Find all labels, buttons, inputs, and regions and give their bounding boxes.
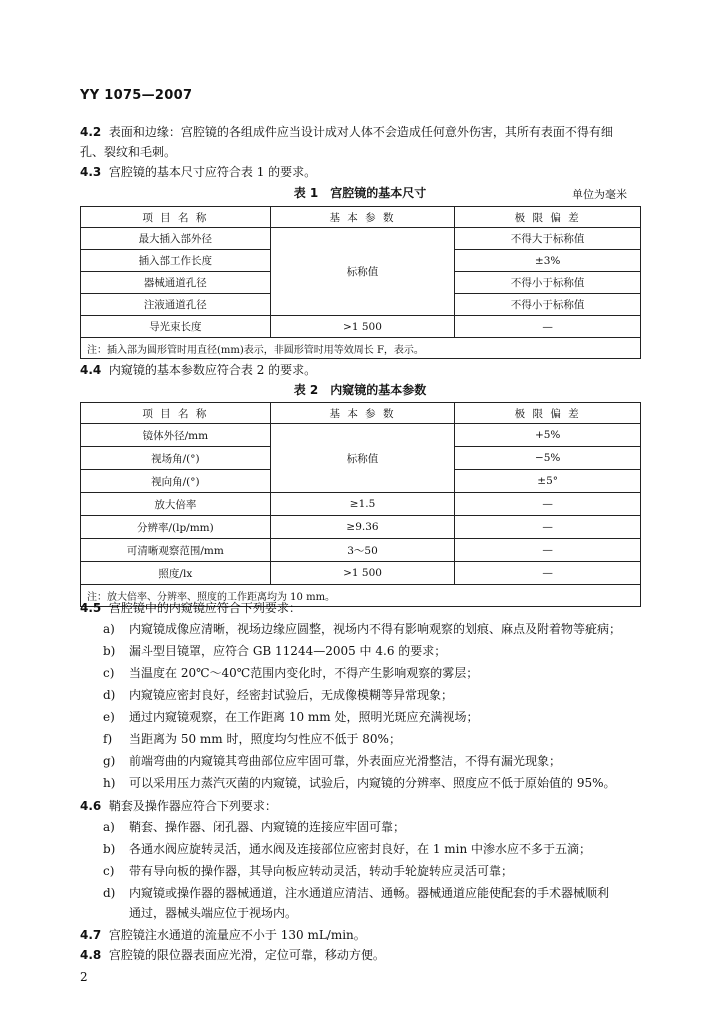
dev-cell: ±3% (455, 250, 641, 272)
dev-cell: — (455, 539, 641, 562)
clause-4-2-cont: 孔、裂纹和毛刺。 (80, 145, 177, 159)
clause-number: 4.3 (80, 165, 102, 179)
item-cell: 分辨率/(lp/mm) (81, 516, 271, 539)
list-label: c) (103, 666, 115, 680)
clause-4-8 (80, 946, 385, 964)
dev-cell: +5% (455, 424, 641, 447)
header-cell: 项 目 名 称 (81, 403, 271, 424)
table-row (81, 539, 641, 562)
dev-cell: — (455, 316, 641, 338)
item-cell: 视场角/(°) (81, 447, 271, 470)
list-text: 内窥镜成像应清晰，视场边缘应圆整，视场内不得有影响观察的划痕、麻点及附着物等疵病； (129, 622, 622, 636)
clause-text: 宫腔镜中的内窥镜应符合下列要求： (108, 601, 301, 615)
item-cell: 镜体外径/mm (81, 424, 271, 447)
table-row (81, 316, 641, 338)
param-merged-cell: 标称值 (270, 424, 455, 493)
clause-text: 宫腔镜的限位器表面应光滑，定位可靠，移动方便。 (108, 948, 385, 962)
param-cell: ≥1.5 (270, 493, 455, 516)
item-cell: 最大插入部外径 (81, 228, 271, 250)
table-note: 注：放大倍率、分辨率、照度的工作距离均为 10 mm。 (81, 585, 641, 607)
header-cell: 极 限 偏 差 (455, 403, 641, 424)
dev-cell: — (455, 493, 641, 516)
list-text: 前端弯曲的内窥镜其弯曲部位应牢固可靠，外表面应光滑整洁，不得有漏光现象； (129, 754, 562, 768)
list-text: 带有导向板的操作器，其导向板应转动灵活，转动手轮旋转应灵活可靠； (129, 864, 514, 878)
table-note: 注：插入部为圆形管时用直径(mm)表示，非圆形管时用等效周长 F，表示。 (81, 338, 641, 359)
header-cell: 基 本 参 数 (270, 403, 455, 424)
clause-4-2 (80, 123, 613, 141)
item-cell: 视向角/(°) (81, 470, 271, 493)
clause-4-6 (80, 797, 277, 815)
item-cell: 放大倍率 (81, 493, 271, 516)
table-row (81, 493, 641, 516)
table-row (81, 228, 641, 250)
param-cell: 3～50 (270, 539, 455, 562)
list-label: a) (103, 820, 115, 834)
clause-number: 4.8 (80, 948, 102, 962)
list-label: b) (103, 644, 116, 658)
list-text: 内窥镜或操作器的器械通道，注水通道应清洁、通畅。器械通道应能使配套的手术器械顺利 (129, 886, 610, 900)
dev-cell: 不得小于标称值 (455, 272, 641, 294)
table1 (80, 206, 641, 359)
item-cell: 注液通道孔径 (81, 294, 271, 316)
table1-caption: 表 1 宫腔镜的基本尺寸 (293, 186, 427, 200)
table2-caption: 表 2 内窥镜的基本参数 (293, 383, 427, 397)
clause-number: 4.7 (80, 928, 102, 942)
list-label: d) (103, 688, 116, 702)
table-row (81, 424, 641, 447)
list-label: c) (103, 864, 115, 878)
clause-text: 宫腔镜的基本尺寸应符合表 1 的要求。 (108, 165, 317, 179)
clause-number: 4.2 (80, 125, 102, 139)
dev-cell: — (455, 516, 641, 539)
list-label: h) (103, 776, 116, 790)
list-item-continuation: 通过，器械头端应位于视场内。 (129, 906, 298, 920)
item-cell: 可清晰观察范围/mm (81, 539, 271, 562)
table2 (80, 402, 641, 607)
dev-cell: — (455, 562, 641, 585)
clause-text: 鞘套及操作器应符合下列要求： (108, 799, 277, 813)
header-cell: 项 目 名 称 (81, 207, 271, 228)
list-text: 各通水阀应旋转灵活，通水阀及连接部位应密封良好，在 1 min 中渗水应不多于五滴； (129, 842, 592, 856)
clause-number: 4.6 (80, 799, 102, 813)
item-cell: 器械通道孔径 (81, 272, 271, 294)
list-label: f) (103, 732, 113, 746)
dev-cell: −5% (455, 447, 641, 470)
param-cell: >1 500 (270, 562, 455, 585)
clause-4-5 (80, 599, 301, 617)
item-cell: 插入部工作长度 (81, 250, 271, 272)
param-cell: >1 500 (270, 316, 455, 338)
table-row (81, 516, 641, 539)
clause-4-4 (80, 361, 316, 379)
clause-number: 4.5 (80, 601, 102, 615)
table1-unit: 单位为毫米 (572, 188, 627, 201)
list-text: 可以采用压力蒸汽灭菌的内窥镜，试验后，内窥镜的分辨率、照度应不低于原始值的 95%。 (129, 776, 616, 790)
page-number: 2 (80, 970, 88, 984)
item-cell: 照度/lx (81, 562, 271, 585)
list-text: 当距离为 50 mm 时，照度均匀性应不低于 80%； (129, 732, 401, 746)
list-label: g) (103, 754, 116, 768)
list-text: 鞘套、操作器、闭孔器、内窥镜的连接应牢固可靠； (129, 820, 406, 834)
header-cell: 基 本 参 数 (270, 207, 455, 228)
clause-4-7 (80, 926, 366, 944)
list-text: 漏斗型目镜罩，应符合 GB 11244—2005 中 4.6 的要求； (129, 644, 447, 658)
param-merged-cell: 标称值 (270, 228, 455, 316)
table-row (81, 562, 641, 585)
list-label: a) (103, 622, 115, 636)
dev-cell: ±5° (455, 470, 641, 493)
clause-text: 表面和边缘：宫腔镜的各组成件应当设计成对人体不会造成任何意外伤害，其所有表面不得有细 (108, 125, 613, 139)
list-label: d) (103, 886, 116, 900)
item-cell: 导光束长度 (81, 316, 271, 338)
header-cell: 极 限 偏 差 (455, 207, 641, 228)
table2-header-row (81, 403, 641, 424)
clause-text: 内窥镜的基本参数应符合表 2 的要求。 (108, 363, 317, 377)
param-cell: ≥9.36 (270, 516, 455, 539)
dev-cell: 不得大于标称值 (455, 228, 641, 250)
clause-text: 宫腔镜注水通道的流量应不小于 130 mL/min。 (108, 928, 366, 942)
clause-number: 4.4 (80, 363, 102, 377)
list-label: e) (103, 710, 115, 724)
list-text: 通过内窥镜观察，在工作距离 10 mm 处，照明光斑应充满视场； (129, 710, 479, 724)
table1-header-row (81, 207, 641, 228)
table1-note-row (81, 338, 641, 359)
standard-code: YY 1075—2007 (80, 88, 193, 103)
dev-cell: 不得小于标称值 (455, 294, 641, 316)
clause-4-3 (80, 163, 316, 181)
list-text: 当温度在 20℃～40℃范围内变化时，不得产生影响观察的雾层； (129, 666, 479, 680)
list-text: 内窥镜应密封良好，经密封试验后，无成像模糊等异常现象； (129, 688, 454, 702)
list-label: b) (103, 842, 116, 856)
